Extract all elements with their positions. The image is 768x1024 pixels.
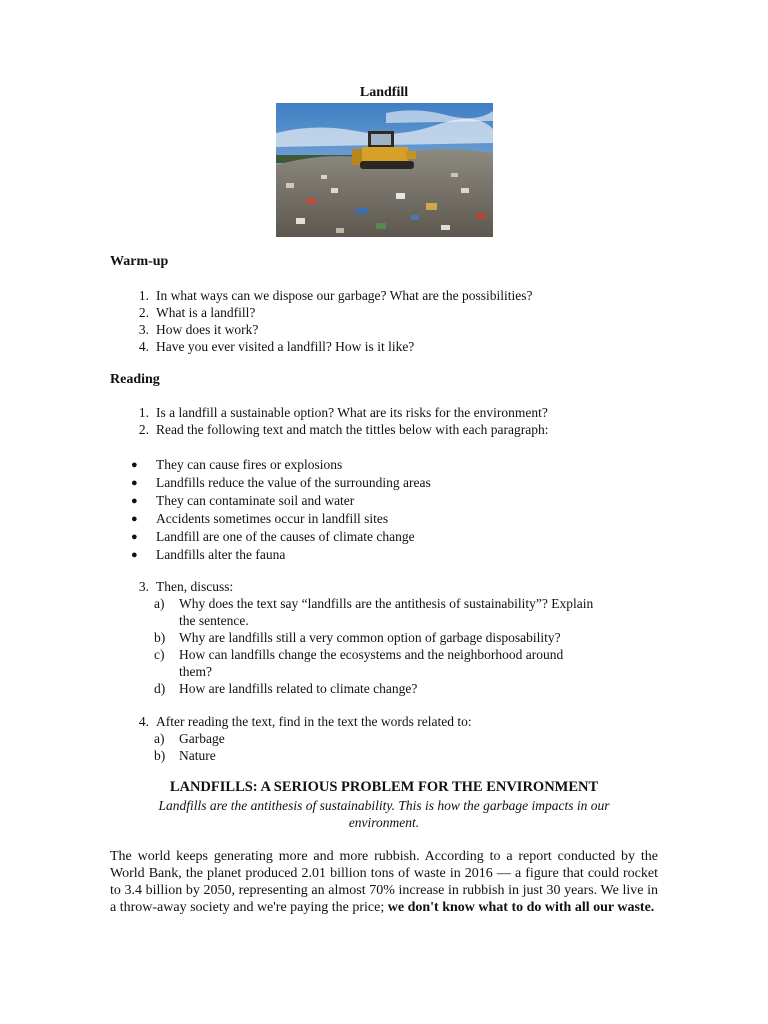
reading-heading: Reading [110,372,160,387]
bullet-icon: ● [131,531,138,543]
item-text: Have you ever visited a landfill? How is it like? [156,339,415,354]
sub-item [127,629,667,646]
item-text: They can cause fires or explosions [156,457,343,472]
list-item [127,421,667,438]
article-subtitle-line: Landfills are the antithesis of sustainability. This is how the garbage impacts in our [158,798,610,813]
item-text: Landfills alter the fauna [156,547,286,562]
item-text: Then, discuss: [156,579,234,594]
list-item [127,321,667,338]
list-item [127,528,667,546]
item-number: 3. [138,322,149,337]
sub-item-text: the sentence. [179,613,249,628]
list-item [127,287,667,304]
list-item [127,546,667,564]
list-item [127,510,667,528]
sub-item-text: How can landfills change the ecosystems and the neighborhood around [179,647,564,662]
list-item [127,456,667,474]
item-text: Read the following text and match the tittles below with each paragraph: [156,422,549,437]
article-title: LANDFILLS: A SERIOUS PROBLEM FOR THE ENVIRONMENT [169,779,599,795]
sub-item-letter: b) [154,748,166,763]
item-number: 2. [138,305,149,320]
sub-item-letter: a) [154,731,165,746]
sub-item-text: Why are landfills still a very common option of garbage disposability? [179,630,561,645]
landfill-photo-illustration [276,103,493,237]
article-paragraph [110,848,658,916]
discussion-question [127,578,667,697]
list-item [127,474,667,492]
document-title: Landfill [359,85,409,100]
sub-item-text: How are landfills related to climate change? [179,681,418,696]
reading-questions [127,404,667,438]
sub-item-text: Nature [179,748,216,763]
sub-item [127,730,667,747]
item-text: After reading the text, find in the text the words related to: [156,714,472,729]
list-item [127,492,667,510]
item-number: 1. [138,405,149,420]
item-text: How does it work? [156,322,259,337]
item-text: Landfills reduce the value of the surrounding areas [156,475,431,490]
bullet-icon: ● [131,513,138,525]
warmup-questions [127,287,667,355]
sub-item-continuation [127,663,667,680]
item-text: Landfill are one of the causes of climate change [156,529,415,544]
vocabulary-question [127,713,667,764]
list-item [127,338,667,355]
item-number: 1. [138,288,149,303]
sub-item-text: Garbage [179,731,225,746]
list-item [127,713,667,730]
sub-item [127,595,667,612]
bullet-icon: ● [131,495,138,507]
sub-item-letter: b) [154,630,166,645]
sub-item-letter: d) [154,681,166,696]
item-number: 2. [138,422,149,437]
list-item [127,304,667,321]
list-item [127,404,667,421]
item-text: In what ways can we dispose our garbage? What are the possibilities? [156,288,533,303]
landfill-photo [276,103,493,237]
article-subtitle [120,797,648,831]
item-number: 4. [138,714,149,729]
sub-item-continuation [127,612,667,629]
item-number: 4. [138,339,149,354]
bullet-icon: ● [131,477,138,489]
sub-item-text: Why does the text say “landfills are the antithesis of sustainability”? Explain [179,596,594,611]
item-text: Accidents sometimes occur in landfill sites [156,511,389,526]
paragraph-titles-list [127,456,667,564]
paragraph-bold-text: we don't know what to do with all our waste. [387,900,655,915]
list-item [127,578,667,595]
item-text: They can contaminate soil and water [156,493,355,508]
item-number: 3. [138,579,149,594]
paragraph-text: The world keeps generating more and more rubbish. According to a report conducted by the World Bank, the planet produced 2.01 billion tons of waste in 2016 — a figure that could rocket to 3.4 billion by 2050, representing an almost 70% increase in rubbish in just 30 years. We live in a throw-away society and we're paying the price; [110,849,658,915]
item-text: What is a landfill? [156,305,256,320]
sub-item [127,680,667,697]
sub-item-letter: c) [154,647,165,662]
sub-item [127,747,667,764]
warmup-heading: Warm-up [110,254,169,269]
article-subtitle-line: environment. [348,815,420,830]
sub-item [127,646,667,663]
sub-item-letter: a) [154,596,165,611]
sub-item-text: them? [179,664,212,679]
bullet-icon: ● [131,549,138,561]
item-text: Is a landfill a sustainable option? What are its risks for the environment? [156,405,548,420]
bullet-icon: ● [131,459,138,471]
